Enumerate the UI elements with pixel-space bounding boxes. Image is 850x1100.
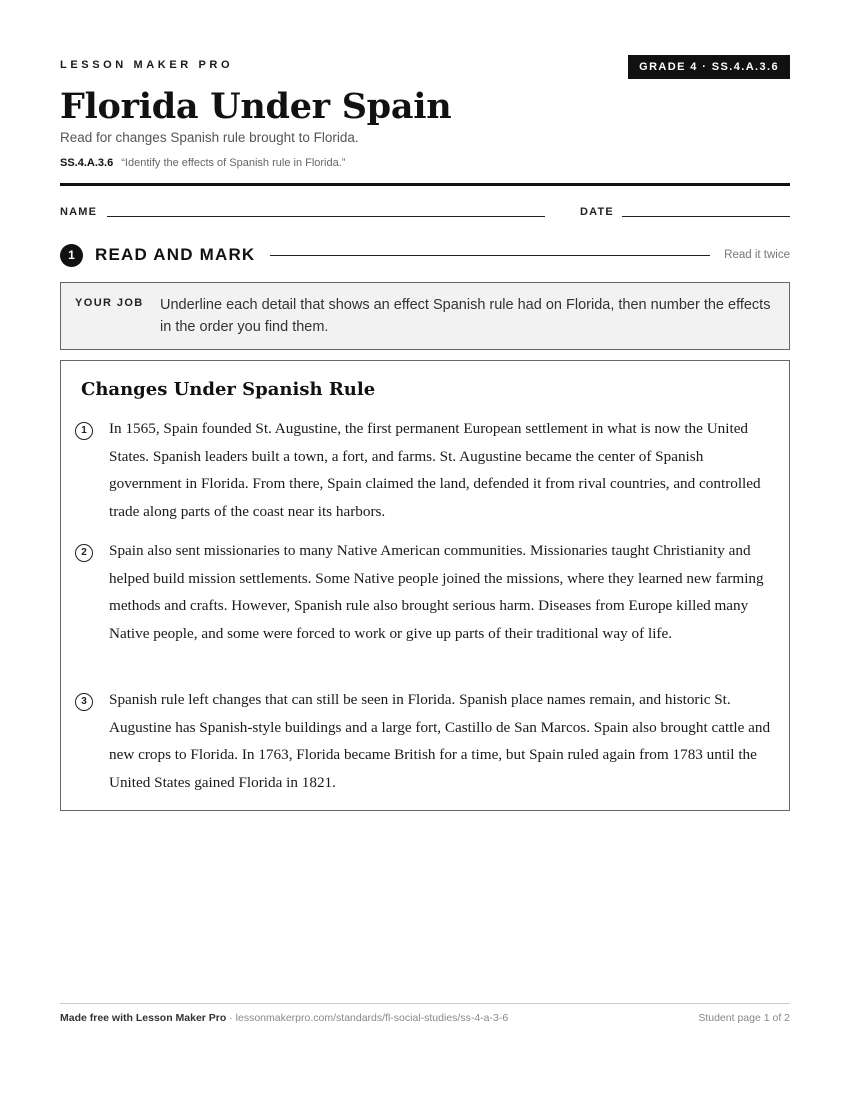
paragraph-text: In 1565, Spain founded St. Augustine, the first permanent European settlement in what is now the United States. Spanish leaders built a town, a fort, and farms. St. Augustine became the center of Spanish government in Florida. From there, Spain claimed the land, defended it from rival countries, and controlled trade along parts of the coast near its harbors. (109, 420, 761, 520)
paragraph-text: Spain also sent missionaries to many Native American communities. Missionaries taught Christianity and helped build mission settlements. Some Native people joined the missions, where they learned new farming methods and crafts. However, Spanish rule also brought serious harm. Diseases from Europe killed many Native people, and some were forced to work or give up parts of their traditional way of life. (109, 542, 764, 642)
date-label: DATE (580, 206, 614, 218)
passage-title: Changes Under Spanish Rule (81, 379, 376, 400)
worksheet-page (60, 0, 790, 1100)
page-subtitle: Read for changes Spanish rule brought to Florida. (60, 130, 359, 145)
section-title: READ AND MARK (95, 245, 256, 264)
section-header (60, 242, 790, 268)
instructions-label: YOUR JOB (75, 297, 144, 309)
page-indicator: Student page 1 of 2 (698, 1012, 790, 1024)
paragraph-text: Spanish rule left changes that can still be seen in Florida. Spanish place names remain, and historic St. Augustine has Spanish-style buildings and a large fort, Castillo de San Marcos. Spain also brought cattle and new crops to Florida. In 1763, Florida became British for a time, but Spain ruled again from 1783 until the United States gained Florida in 1821. (109, 691, 771, 791)
paragraph-number: 2 (75, 544, 93, 562)
section-divider (270, 255, 710, 256)
name-label: NAME (60, 206, 98, 218)
footer-divider (60, 1003, 790, 1004)
header-bar (60, 55, 790, 79)
step-number-badge: 1 (60, 244, 83, 267)
paragraph-number: 3 (75, 693, 93, 711)
page-title: Florida Under Spain (60, 86, 452, 127)
date-field[interactable] (622, 216, 790, 217)
header-divider (60, 183, 790, 186)
reading-passage (60, 360, 790, 811)
name-field[interactable] (107, 216, 545, 217)
section-hint: Read it twice (724, 249, 790, 261)
paragraph-number: 1 (75, 422, 93, 440)
brand-name: LESSON MAKER PRO (60, 59, 234, 71)
footer-url[interactable]: lessonmakerpro.com/standards/fl-social-studies/ss-4-a-3-6 (235, 1012, 509, 1024)
instructions-text: Underline each detail that shows an effect Spanish rule had on Florida, then number the effects in the order you find them. (160, 297, 771, 335)
footer-credit (60, 1012, 508, 1024)
standard-line (60, 157, 345, 169)
footer-made-with: Made free with Lesson Maker Pro (60, 1012, 227, 1024)
grade-badge: GRADE 4 · SS.4.A.3.6 (628, 55, 790, 79)
name-date-row (60, 204, 790, 220)
footer-separator: · (226, 1012, 236, 1024)
instructions-box (60, 282, 790, 350)
standard-description: “Identify the effects of Spanish rule in Florida.” (121, 157, 346, 169)
standard-code: SS.4.A.3.6 (60, 157, 114, 169)
